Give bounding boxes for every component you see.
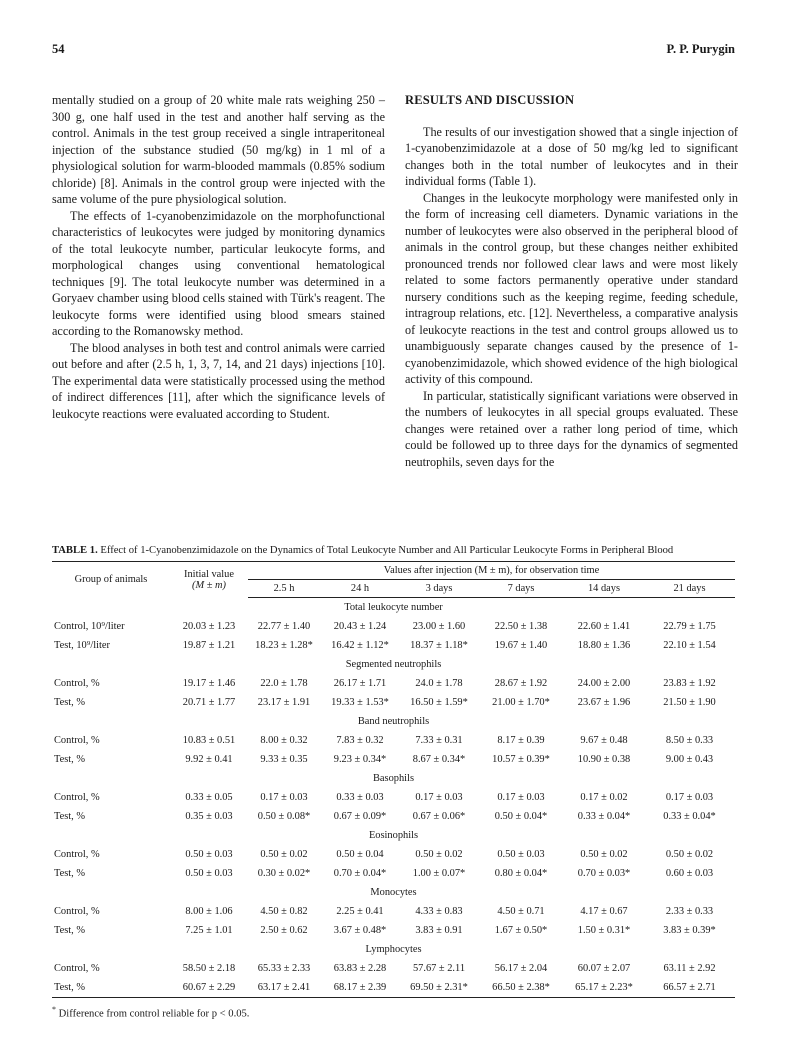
- section-title: Monocytes: [370, 887, 417, 898]
- value-cell: 23.67 ± 1.96: [577, 697, 631, 708]
- group-cell: Test, %: [54, 868, 86, 879]
- value-cell: 0.80 ± 0.04*: [494, 868, 548, 879]
- value-cell: 3.83 ± 0.91: [415, 925, 463, 936]
- value-cell: 1.67 ± 0.50*: [494, 925, 548, 936]
- value-cell: 22.60 ± 1.41: [577, 621, 631, 632]
- value-cell: 19.67 ± 1.40: [494, 640, 548, 651]
- value-cell: 58.50 ± 2.18: [182, 963, 236, 974]
- value-cell: 8.67 ± 0.34*: [412, 754, 466, 765]
- value-cell: 19.33 ± 1.53*: [331, 697, 389, 708]
- value-cell: 0.60 ± 0.03: [665, 868, 714, 879]
- value-cell: 22.50 ± 1.38: [494, 621, 548, 632]
- value-cell: 4.50 ± 0.82: [260, 906, 308, 917]
- table-row: [52, 617, 735, 636]
- table-row: [52, 750, 735, 769]
- group-cell: Control, 10⁹/liter: [54, 621, 125, 632]
- data-table: [52, 561, 735, 998]
- value-cell: 0.50 ± 0.08*: [257, 811, 311, 822]
- table-row: [52, 921, 735, 940]
- table-body: [52, 598, 735, 998]
- value-cell: 18.80 ± 1.36: [577, 640, 631, 651]
- table-row: [52, 959, 735, 978]
- table-section-row: [52, 598, 735, 618]
- group-cell: Control, %: [54, 678, 100, 689]
- table-row: [52, 693, 735, 712]
- value-cell: 0.17 ± 0.03: [665, 792, 714, 803]
- value-cell: 2.33 ± 0.33: [665, 906, 714, 917]
- value-cell: 16.42 ± 1.12*: [331, 640, 389, 651]
- value-cell: 0.50 ± 0.04: [336, 849, 384, 860]
- value-cell: 23.00 ± 1.60: [412, 621, 466, 632]
- value-cell: 22.10 ± 1.54: [663, 640, 716, 651]
- value-cell: 68.17 ± 2.39: [320, 978, 400, 998]
- value-cell: 3.83 ± 0.39*: [663, 925, 716, 936]
- value-cell: 63.17 ± 2.41: [248, 978, 320, 998]
- section-title: Total leukocyte number: [344, 602, 443, 613]
- value-cell: 0.33 ± 0.04*: [663, 811, 716, 822]
- value-cell: 0.35 ± 0.03: [185, 811, 233, 822]
- time-header: 3 days: [400, 580, 478, 598]
- initial-value-unit: (M ± m): [192, 579, 226, 591]
- time-header: 21 days: [644, 580, 735, 598]
- value-cell: 4.50 ± 0.71: [497, 906, 545, 917]
- group-cell: Test, 10⁹/liter: [54, 640, 110, 651]
- value-cell: 23.17 ± 1.91: [257, 697, 311, 708]
- right-column: [405, 92, 738, 470]
- value-cell: 20.43 ± 1.24: [333, 621, 387, 632]
- value-cell: 0.50 ± 0.04*: [494, 811, 548, 822]
- group-header: Group of animals: [52, 562, 170, 598]
- value-cell: 8.50 ± 0.33: [665, 735, 714, 746]
- value-cell: 2.25 ± 0.41: [336, 906, 384, 917]
- value-cell: 0.50 ± 0.03: [497, 849, 545, 860]
- value-cell: 24.0 ± 1.78: [415, 678, 463, 689]
- value-cell: 0.50 ± 0.02: [260, 849, 308, 860]
- paragraph: mentally studied on a group of 20 white male rats weighing 250 – 300 g, one half used in the test and another half serving as the control. Animals in the test group received a single intraperitoneal injection of the substance studied (50 mg/kg) in 1 ml of a physiological solution for warm-blooded mammals (0.85% sodium chloride) [8]. Animals in the control group were injected with the same volume of the pure physiological solution.: [52, 93, 385, 206]
- initial-value-label: Initial value: [184, 568, 234, 580]
- value-cell: 0.50 ± 0.02: [415, 849, 463, 860]
- section-heading: RESULTS AND DISCUSSION: [405, 93, 575, 107]
- value-cell: 0.70 ± 0.04*: [333, 868, 387, 879]
- value-cell: 9.23 ± 0.34*: [333, 754, 387, 765]
- value-cell: 0.50 ± 0.02: [665, 849, 714, 860]
- table-section-row: [52, 826, 735, 845]
- value-cell: 3.67 ± 0.48*: [333, 925, 387, 936]
- value-cell: 10.57 ± 0.39*: [492, 754, 550, 765]
- value-cell: 65.17 ± 2.23*: [564, 978, 644, 998]
- paragraph: The blood analyses in both test and control animals were carried out before and after (2.5 h, 1, 3, 7, 14, and 21 days) injections [10]. The experimental data were statistically processed using the method of indirect differences [11], after which the significance levels of leukocyte reactions were evaluated according to Student.: [52, 340, 385, 421]
- group-cell: Test, %: [54, 811, 86, 822]
- value-cell: 9.92 ± 0.41: [185, 754, 233, 765]
- section-title: Band neutrophils: [357, 716, 430, 727]
- value-cell: 0.67 ± 0.09*: [333, 811, 387, 822]
- value-cell: 2.50 ± 0.62: [260, 925, 308, 936]
- group-cell: Control, %: [54, 849, 100, 860]
- value-cell: 60.07 ± 2.07: [577, 963, 631, 974]
- table-section-row: [52, 769, 735, 788]
- value-cell: 69.50 ± 2.31*: [400, 978, 478, 998]
- value-cell: 0.17 ± 0.03: [260, 792, 308, 803]
- value-cell: 63.11 ± 2.92: [663, 963, 716, 974]
- value-cell: 0.17 ± 0.03: [415, 792, 463, 803]
- time-header: 24 h: [320, 580, 400, 598]
- value-cell: 28.67 ± 1.92: [494, 678, 548, 689]
- value-cell: 0.33 ± 0.05: [185, 792, 233, 803]
- table-row: [52, 788, 735, 807]
- value-cell: 0.30 ± 0.02*: [257, 868, 311, 879]
- table-row: [52, 731, 735, 750]
- value-cell: 4.17 ± 0.67: [580, 906, 628, 917]
- value-cell: 20.03 ± 1.23: [182, 621, 236, 632]
- value-cell: 66.57 ± 2.71: [644, 978, 735, 998]
- group-cell: Control, %: [54, 792, 100, 803]
- group-cell: Control, %: [54, 963, 100, 974]
- table-row: [52, 636, 735, 655]
- value-cell: 18.37 ± 1.18*: [410, 640, 468, 651]
- paragraph: Changes in the leukocyte morphology were manifested only in the form of increasing cell diameters. Dynamic variations in the number of leukocytes were also observed in the peripheral blood of animals in the control group, but these changes neither exhibited pronounced trends nor followed clear laws and were most likely related to some factors permanently operative under standard nursery conditions such as the keeping regime, feeding schedule, intragroup relations, etc. [12]. Nevertheless, a comparative analysis of leukocyte reactions in the test and control groups allowed us to unambiguously separate changes caused by the presence of 1-cyanobenzimidazole, which showed evidence of the high biological activity of this compound.: [405, 190, 738, 386]
- paragraph: In particular, statistically significant variations were observed in the numbers of leukocytes in all special groups evaluated. These changes were retained over a rather long period of time, which could be followed up to three days for the dynamics of segmented neutrophils, seven days for the: [405, 388, 738, 469]
- paragraph: The effects of 1-cyanobenzimidazole on the morphofunctional characteristics of leukocytes were judged by monitoring dynamics of the total leukocyte number, particular leukocyte forms, and morphological changes using conventional hematological techniques [9]. The total leukocyte number was determined in a Goryaev chamber using blood cells stained with Türk's reagent. The leukocyte forms were identified using blood smears stained according to the Romanowsky method.: [52, 208, 385, 338]
- table-section-row: [52, 712, 735, 731]
- time-header: 2.5 h: [248, 580, 320, 598]
- value-cell: 22.77 ± 1.40: [257, 621, 311, 632]
- value-cell: 21.00 ± 1.70*: [492, 697, 550, 708]
- value-cell: 9.67 ± 0.48: [580, 735, 628, 746]
- footnote-mark: *: [52, 1005, 56, 1014]
- footnote-text: Difference from control reliable for p < 0.05.: [58, 1008, 250, 1020]
- table-caption-text: Effect of 1-Cyanobenzimidazole on the Dynamics of Total Leukocyte Number and All Particular Leukocyte Forms in Peripheral Blood: [100, 545, 674, 556]
- value-cell: 0.50 ± 0.02: [580, 849, 628, 860]
- value-cell: 56.17 ± 2.04: [494, 963, 548, 974]
- value-cell: 7.83 ± 0.32: [336, 735, 384, 746]
- group-cell: Test, %: [54, 697, 86, 708]
- value-cell: 19.17 ± 1.46: [182, 678, 236, 689]
- table-caption: [52, 544, 735, 558]
- value-cell: 26.17 ± 1.71: [333, 678, 387, 689]
- value-cell: 65.33 ± 2.33: [257, 963, 311, 974]
- value-cell: 21.50 ± 1.90: [663, 697, 716, 708]
- value-cell: 7.25 ± 1.01: [185, 925, 233, 936]
- value-cell: 7.33 ± 0.31: [415, 735, 463, 746]
- value-cell: 0.17 ± 0.03: [497, 792, 545, 803]
- value-cell: 0.50 ± 0.03: [185, 849, 233, 860]
- initial-value-header: [170, 562, 248, 598]
- value-cell: 0.33 ± 0.03: [336, 792, 384, 803]
- time-header: 14 days: [564, 580, 644, 598]
- value-cell: 23.83 ± 1.92: [663, 678, 716, 689]
- paragraph: The results of our investigation showed that a single injection of 1-cyanobenzimidazole at a dose of 50 mg/kg led to significant changes both in the total number of leukocytes and in their individual forms (Table 1).: [405, 124, 738, 188]
- value-cell: 0.17 ± 0.02: [580, 792, 628, 803]
- value-cell: 22.0 ± 1.78: [260, 678, 308, 689]
- table-section-row: [52, 940, 735, 959]
- value-cell: 18.23 ± 1.28*: [255, 640, 313, 651]
- value-cell: 0.70 ± 0.03*: [577, 868, 631, 879]
- page-number: 54: [52, 42, 65, 56]
- value-cell: 8.00 ± 0.32: [260, 735, 308, 746]
- value-cell: 19.87 ± 1.21: [182, 640, 236, 651]
- time-header: 7 days: [478, 580, 564, 598]
- group-cell: Control, %: [54, 735, 100, 746]
- group-cell: Test, %: [54, 925, 86, 936]
- table-row: [52, 902, 735, 921]
- values-after-header: Values after injection (M ± m), for observation time: [248, 562, 735, 580]
- value-cell: 57.67 ± 2.11: [412, 963, 466, 974]
- section-title: Lymphocytes: [365, 944, 422, 955]
- value-cell: 10.90 ± 0.38: [577, 754, 631, 765]
- table-section-row: [52, 655, 735, 674]
- value-cell: 1.50 ± 0.31*: [577, 925, 631, 936]
- section-title: Eosinophils: [368, 830, 419, 841]
- value-cell: 9.00 ± 0.43: [665, 754, 714, 765]
- table-row: [52, 674, 735, 693]
- table-row: [52, 845, 735, 864]
- left-column: [52, 92, 385, 422]
- value-cell: 4.33 ± 0.83: [415, 906, 463, 917]
- value-cell: 0.50 ± 0.03: [185, 868, 233, 879]
- value-cell: 0.67 ± 0.06*: [412, 811, 466, 822]
- group-cell: Control, %: [54, 906, 100, 917]
- table-row: [52, 864, 735, 883]
- value-cell: 10.83 ± 0.51: [182, 735, 236, 746]
- value-cell: 8.00 ± 1.06: [185, 906, 233, 917]
- section-title: Basophils: [373, 773, 414, 784]
- group-cell: Test, %: [54, 754, 86, 765]
- value-cell: 24.00 ± 2.00: [577, 678, 631, 689]
- value-cell: 9.33 ± 0.35: [260, 754, 308, 765]
- value-cell: 66.50 ± 2.38*: [478, 978, 564, 998]
- running-head: P. P. Purygin: [666, 42, 735, 56]
- table-footnote: [52, 1005, 735, 1020]
- group-cell: Test, %: [52, 978, 170, 998]
- value-cell: 63.83 ± 2.28: [333, 963, 387, 974]
- table-label: TABLE 1.: [52, 545, 98, 556]
- value-cell: 60.67 ± 2.29: [170, 978, 248, 998]
- table-row: [52, 807, 735, 826]
- value-cell: 16.50 ± 1.59*: [410, 697, 468, 708]
- value-cell: 20.71 ± 1.77: [182, 697, 236, 708]
- value-cell: 1.00 ± 0.07*: [412, 868, 466, 879]
- table-section-row: [52, 883, 735, 902]
- table-header-row: [52, 562, 735, 580]
- value-cell: 8.17 ± 0.39: [497, 735, 545, 746]
- section-title: Segmented neutrophils: [345, 659, 442, 670]
- table-row: [52, 978, 735, 998]
- table-1: [52, 544, 735, 1020]
- value-cell: 22.79 ± 1.75: [663, 621, 716, 632]
- value-cell: 0.33 ± 0.04*: [577, 811, 631, 822]
